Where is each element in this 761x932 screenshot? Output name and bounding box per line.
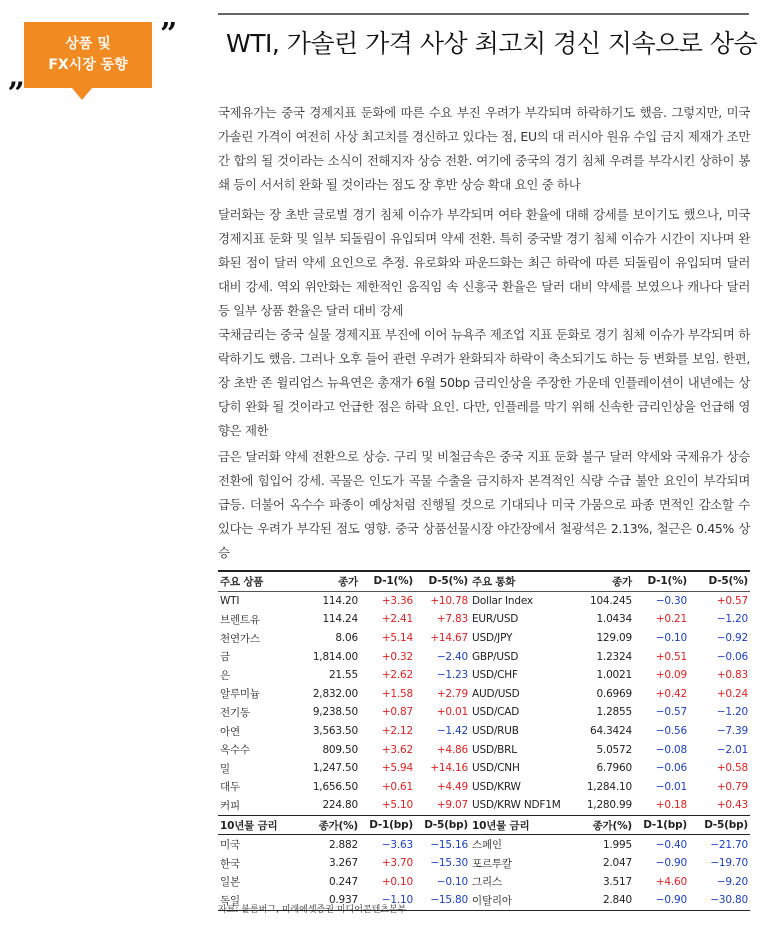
table-cell: 1,284.10 — [586, 780, 632, 793]
table-cell: 114.20 — [322, 594, 358, 607]
table-cell: 2.882 — [328, 838, 358, 851]
table-cell: +9.07 — [436, 799, 468, 812]
table-cell: 은 — [220, 669, 230, 682]
table-row — [218, 740, 750, 759]
table-cell: 1,280.99 — [586, 799, 632, 812]
table-cell: +0.01 — [436, 706, 468, 719]
table-cell: WTI — [220, 594, 240, 607]
table-cell: +0.21 — [655, 613, 687, 626]
table-cell: USD/RUB — [472, 725, 519, 738]
table-cell: −0.01 — [655, 780, 687, 793]
table-cell: USD/CAD — [472, 706, 520, 719]
column-header: D-1(%) — [647, 575, 687, 588]
badge-tail — [72, 88, 92, 100]
table-cell: +0.10 — [381, 875, 413, 888]
table-cell: 전기동 — [220, 706, 250, 719]
table-cell: −0.56 — [655, 725, 687, 738]
table-cell: −9.20 — [716, 875, 748, 888]
table-cell: +1.58 — [381, 687, 413, 700]
table-cell: +2.62 — [381, 669, 413, 682]
table-cell: 독일 — [220, 894, 240, 907]
table-cell: 1,814.00 — [312, 650, 358, 663]
table-cell: +0.51 — [655, 650, 687, 663]
table-cell: +5.10 — [381, 799, 413, 812]
paragraph-dollar: 달러화는 장 초반 글로벌 경기 침체 이슈가 부각되며 여타 환율에 대해 강세를 보이기도 했으나, 미국 경제지표 둔화 및 일부 되돌림이 유입되며 약세 전환. 특히 중국발 경기 침체 이슈가 시간이 지나며 완화된 점이 달러 약세 요인으로 추정. 유로화와 파운드화는 최근 하락에 따른 되돌림이 유입되며 달러 대비 강세. 역외 위안화는 제한적인 움직임 속 신흥국 환율은 달러 대비 약세를 보였으나 캐나다 달러 등 일부 상품 환율은 달러 대비 강세 — [218, 207, 750, 318]
column-header: 종가 — [338, 575, 358, 588]
table-cell: +2.41 — [381, 613, 413, 626]
table-cell: +3.62 — [381, 743, 413, 756]
paragraph-oil: 국제유가는 중국 경제지표 둔화에 따른 수요 부진 우려가 부각되며 하락하기도 했음. 그렇지만, 미국 가솔린 가격이 여전히 사상 최고치를 경신하고 있다는 점, EU의 대 러시아 원유 수입 금지 제재가 조만간 합의 될 것이라는 소식이 전해지자 상승 전환. 여기에 중국의 경기 침체 우려를 부각시킨 상하이 봉쇄 등이 서서히 완화 될 것이라는 점도 장 후반 상승 확대 요인 중 하나 — [218, 105, 750, 192]
table-cell: 이탈리아 — [472, 894, 512, 907]
table-cell: USD/KRW — [472, 780, 521, 793]
table-cell: 1.0021 — [596, 669, 632, 682]
table-cell: −0.90 — [655, 857, 687, 870]
table-cell: 1,247.50 — [312, 762, 358, 775]
table-cell: −0.92 — [716, 632, 748, 645]
table-cell: USD/JPY — [472, 632, 513, 645]
column-header: 10년물 금리 — [220, 819, 278, 832]
table-cell: 1.2324 — [596, 650, 632, 663]
table-cell: −0.10 — [655, 632, 687, 645]
table-cell: AUD/USD — [472, 687, 520, 700]
table-cell: 2.840 — [602, 894, 632, 907]
table-cell: GBP/USD — [472, 650, 519, 663]
table-cell: −2.40 — [436, 650, 468, 663]
column-header: D-5(bp) — [424, 819, 468, 832]
table-cell: +4.86 — [436, 743, 468, 756]
table-cell: +0.58 — [716, 762, 748, 775]
badge-line-1: 상품 및 — [65, 36, 111, 52]
table-cell: −15.30 — [430, 857, 468, 870]
table-cell: −7.39 — [716, 725, 748, 738]
table-cell: 21.55 — [328, 669, 358, 682]
table-cell: 0.6969 — [596, 687, 632, 700]
table-cell: 그리스 — [472, 876, 502, 889]
table-cell: +0.18 — [655, 799, 687, 812]
table-cell: −0.40 — [655, 838, 687, 851]
open-quote-mark: „ — [8, 59, 26, 94]
close-quote-mark: ” — [160, 17, 178, 52]
commodity-fx-body — [218, 591, 750, 815]
table-cell: −3.63 — [381, 838, 413, 851]
table-cell: Dollar Index — [472, 594, 533, 607]
table-cell: 금 — [220, 651, 230, 664]
table-cell: +0.79 — [716, 780, 748, 793]
page-title: WTI, 가솔린 가격 사상 최고치 경신 지속으로 상승 — [226, 29, 758, 58]
column-header: 주요 상품 — [220, 575, 264, 588]
table-cell: 알루미늄 — [220, 688, 260, 701]
table-row — [218, 666, 750, 685]
commodity-fx-header-row — [218, 571, 750, 591]
table-row — [218, 722, 750, 741]
table-row — [218, 610, 750, 629]
table-cell: 밀 — [220, 762, 230, 775]
table-cell: 9,238.50 — [312, 706, 358, 719]
table-cell: −0.90 — [655, 894, 687, 907]
table-cell: +14.16 — [430, 762, 468, 775]
table-row — [218, 685, 750, 704]
column-header: 종가(%) — [318, 819, 358, 832]
table-cell: 0.937 — [328, 894, 358, 907]
table-cell: 114.24 — [322, 613, 358, 626]
table-cell: 미국 — [220, 839, 240, 852]
source-note: 자료: 블룸버그, 미래에셋증권 미디어콘텐츠본부 — [218, 905, 407, 915]
table-row — [218, 854, 750, 873]
table-cell: −0.30 — [655, 594, 687, 607]
table-cell: −0.10 — [436, 875, 468, 888]
table-cell: +0.42 — [655, 687, 687, 700]
column-header: 종가(%) — [592, 819, 632, 832]
table-cell: +2.79 — [436, 687, 468, 700]
column-header: D-1(bp) — [369, 819, 413, 832]
table-cell: +0.24 — [716, 687, 748, 700]
table-row — [218, 703, 750, 722]
column-header: D-1(bp) — [643, 819, 687, 832]
table-cell: 1.0434 — [596, 613, 632, 626]
table-cell: 1.995 — [602, 838, 632, 851]
table-cell: 천연가스 — [220, 632, 260, 645]
badge-line-2: FX시장 동향 — [48, 57, 128, 73]
table-cell: 한국 — [220, 857, 240, 870]
table-row — [218, 629, 750, 648]
table-cell: −1.10 — [381, 894, 413, 907]
table-cell: −2.01 — [716, 743, 748, 756]
table-cell: −15.16 — [430, 838, 468, 851]
table-cell: 2.047 — [602, 857, 632, 870]
table-cell: 3.517 — [602, 875, 632, 888]
table-cell: +3.36 — [381, 594, 413, 607]
column-header: 주요 통화 — [472, 575, 516, 588]
table-cell: 3.267 — [328, 857, 358, 870]
table-cell: 809.50 — [322, 743, 358, 756]
top-rule — [218, 13, 749, 15]
table-row — [218, 778, 750, 797]
table-cell: +0.87 — [381, 706, 413, 719]
table-row — [218, 647, 750, 666]
table-cell: +2.12 — [381, 725, 413, 738]
column-header: 종가 — [612, 575, 632, 588]
table-cell: 64.3424 — [589, 725, 632, 738]
column-header: D-1(%) — [373, 575, 413, 588]
table-cell: 포르투칼 — [472, 857, 512, 870]
table-row — [218, 759, 750, 778]
table-cell: +0.09 — [655, 669, 687, 682]
table-cell: 104.245 — [589, 594, 632, 607]
table-cell: 1.2855 — [596, 706, 632, 719]
column-header: D-5(%) — [708, 575, 748, 588]
table-cell: −1.23 — [436, 669, 468, 682]
table-cell: −19.70 — [710, 857, 748, 870]
column-header: D-5(%) — [428, 575, 468, 588]
table-cell: EUR/USD — [472, 613, 519, 626]
table-cell: −1.20 — [716, 706, 748, 719]
table-cell: 5.0572 — [596, 743, 632, 756]
table-cell: −0.08 — [655, 743, 687, 756]
column-header: 10년물 금리 — [472, 819, 530, 832]
table-cell: 대두 — [220, 781, 240, 794]
bond-body — [218, 835, 750, 910]
table-cell: +14.67 — [430, 632, 468, 645]
table-row — [218, 591, 750, 610]
table-row — [218, 873, 750, 892]
table-cell: +0.43 — [716, 799, 748, 812]
table-cell: +4.60 — [655, 875, 687, 888]
table-cell: −0.06 — [655, 762, 687, 775]
table-cell: 2,832.00 — [312, 687, 358, 700]
table-cell: +7.83 — [436, 613, 468, 626]
table-cell: −0.57 — [655, 706, 687, 719]
table-cell: +10.78 — [430, 594, 468, 607]
table-cell: 0.247 — [328, 875, 358, 888]
table-cell: USD/CNH — [472, 762, 520, 775]
table-cell: USD/BRL — [472, 743, 517, 756]
badge-box — [24, 22, 152, 88]
table-cell: −1.20 — [716, 613, 748, 626]
table-cell: +5.14 — [381, 632, 413, 645]
paragraph-bonds: 국채금리는 중국 실물 경제지표 부진에 이어 뉴욕주 제조업 지표 둔화로 경기 침체 이슈가 부각되며 하락하기도 했음. 그러나 오후 들어 관련 우려가 완화되자 하락이 축소되기도 하는 등 변화를 보임. 한편, 장 초반 존 윌리엄스 뉴욕연은 총재가 6월 50bp 금리인상을 주장한 가운데 인플레이션이 내년에는 상당히 완화 될 것이라고 언급한 점은 하락 요인. 다만, 인플레를 막기 위해 신속한 금리인상을 언급해 영향은 제한 — [218, 327, 750, 438]
table-row — [218, 835, 750, 854]
table-cell: −0.06 — [716, 650, 748, 663]
table-cell: 3,563.50 — [312, 725, 358, 738]
table-cell: +4.49 — [436, 780, 468, 793]
table-cell: USD/KRW NDF1M — [472, 799, 561, 812]
table-cell: 129.09 — [596, 632, 632, 645]
table-cell: 224.80 — [322, 799, 358, 812]
table-cell: +0.32 — [381, 650, 413, 663]
table-cell: −21.70 — [710, 838, 748, 851]
bond-header-row — [218, 815, 750, 835]
table-cell: +3.70 — [381, 857, 413, 870]
table-cell: +0.57 — [716, 594, 748, 607]
table-cell: −30.80 — [710, 894, 748, 907]
paragraph-metals: 금은 달러화 약세 전환으로 상승. 구리 및 비철금속은 중국 지표 둔화 불구 달러 약세와 국제유가 상승 전환에 힘입어 강세. 곡물은 인도가 곡물 수출을 금지하자 본격적인 식량 수급 불안 요인이 부각되며 급등. 더불어 옥수수 파종이 예상처럼 진행될 것으로 기대되나 미국 가뭄으로 파종 면적인 감소할 수 있다는 우려가 부각된 점도 영향. 중국 상품선물시장 야간장에서 철광석은 2.13%, 철근은 0.45% 상승 — [218, 449, 750, 560]
table-cell: 8.06 — [335, 632, 358, 645]
table-cell: 아연 — [220, 725, 240, 738]
table-cell: 브렌트유 — [220, 613, 260, 626]
table-cell: USD/CHF — [472, 669, 518, 682]
table-cell: 스페인 — [472, 839, 502, 852]
table-cell: 1,656.50 — [312, 780, 358, 793]
table-row — [218, 796, 750, 815]
table-cell: +5.94 — [381, 762, 413, 775]
table-cell: 6.7960 — [596, 762, 632, 775]
market-table — [218, 570, 750, 911]
table-cell: 옥수수 — [220, 744, 250, 757]
column-header: D-5(bp) — [704, 819, 748, 832]
table-cell: 일본 — [220, 876, 240, 889]
table-cell: 커피 — [220, 799, 240, 812]
table-cell: +0.83 — [716, 669, 748, 682]
table-cell: −15.80 — [430, 894, 468, 907]
table-cell: −1.42 — [436, 725, 468, 738]
section-badge — [10, 14, 192, 114]
table-cell: +0.61 — [381, 780, 413, 793]
